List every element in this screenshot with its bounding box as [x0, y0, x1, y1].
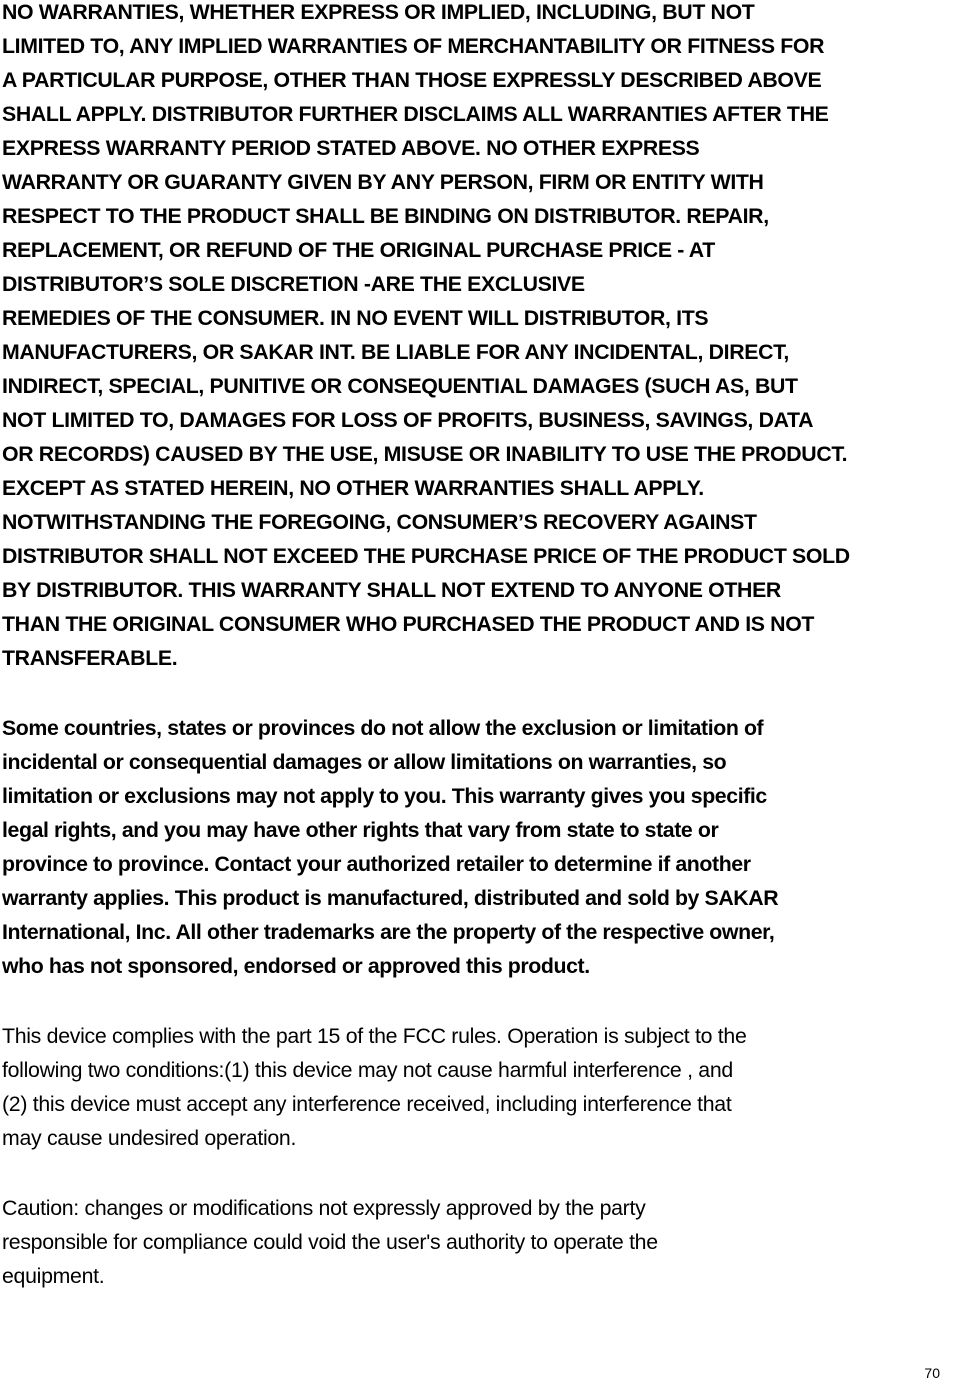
paragraph-line: REPLACEMENT, OR REFUND OF THE ORIGINAL PURCHASE PRICE - AT	[2, 238, 715, 262]
paragraph-line: NOTWITHSTANDING THE FOREGOING, CONSUMER’S RECOVERY AGAINST	[2, 510, 757, 534]
paragraph-line: NO WARRANTIES, WHETHER EXPRESS OR IMPLIED, INCLUDING, BUT NOT	[2, 0, 755, 24]
paragraph-line: LIMITED TO, ANY IMPLIED WARRANTIES OF MERCHANTABILITY OR FITNESS FOR	[2, 34, 825, 58]
paragraph-line: REMEDIES OF THE CONSUMER. IN NO EVENT WILL DISTRIBUTOR, ITS	[2, 306, 709, 330]
paragraph-line: province to province. Contact your authorized retailer to determine if another	[2, 852, 751, 876]
paragraph-line: limitation or exclusions may not apply to you. This warranty gives you specific	[2, 784, 767, 808]
paragraph-line: responsible for compliance could void the user's authority to operate the	[2, 1230, 658, 1254]
paragraph-line: WARRANTY OR GUARANTY GIVEN BY ANY PERSON, FIRM OR ENTITY WITH	[2, 170, 764, 194]
paragraph-line: SHALL APPLY. DISTRIBUTOR FURTHER DISCLAIMS ALL WARRANTIES AFTER THE	[2, 102, 829, 126]
paragraph-line: EXPRESS WARRANTY PERIOD STATED ABOVE. NO OTHER EXPRESS	[2, 136, 700, 160]
paragraph-line: who has not sponsored, endorsed or approved this product.	[2, 954, 590, 978]
paragraph-line: DISTRIBUTOR’S SOLE DISCRETION -ARE THE EXCLUSIVE	[2, 272, 585, 296]
paragraph-line: following two conditions:(1) this device may not cause harmful interference , and	[2, 1058, 733, 1082]
paragraph-line: legal rights, and you may have other rights that vary from state to state or	[2, 818, 719, 842]
paragraph-line: RESPECT TO THE PRODUCT SHALL BE BINDING ON DISTRIBUTOR. REPAIR,	[2, 204, 769, 228]
paragraph-line: TRANSFERABLE.	[2, 646, 178, 670]
paragraph-line: THAN THE ORIGINAL CONSUMER WHO PURCHASED THE PRODUCT AND IS NOT	[2, 612, 815, 636]
paragraph-line: warranty applies. This product is manufactured, distributed and sold by SAKAR	[2, 886, 779, 910]
paragraph-line: BY DISTRIBUTOR. THIS WARRANTY SHALL NOT EXTEND TO ANYONE OTHER	[2, 578, 781, 602]
paragraph-line: EXCEPT AS STATED HEREIN, NO OTHER WARRANTIES SHALL APPLY.	[2, 476, 704, 500]
paragraph-line: OR RECORDS) CAUSED BY THE USE, MISUSE OR INABILITY TO USE THE PRODUCT.	[2, 442, 848, 466]
paragraph-line: International, Inc. All other trademarks are the property of the respective owner,	[2, 920, 775, 944]
paragraph-line: incidental or consequential damages or allow limitations on warranties, so	[2, 750, 727, 774]
paragraph-line: (2) this device must accept any interference received, including interference that	[2, 1092, 732, 1116]
paragraph-line: A PARTICULAR PURPOSE, OTHER THAN THOSE EXPRESSLY DESCRIBED ABOVE	[2, 68, 822, 92]
paragraph-line: equipment.	[2, 1264, 105, 1288]
page-number: 70	[924, 1365, 940, 1381]
paragraph-line: INDIRECT, SPECIAL, PUNITIVE OR CONSEQUENTIAL DAMAGES (SUCH AS, BUT	[2, 374, 798, 398]
paragraph-line: DISTRIBUTOR SHALL NOT EXCEED THE PURCHASE PRICE OF THE PRODUCT SOLD	[2, 544, 850, 568]
paragraph-line: Caution: changes or modifications not expressly approved by the party	[2, 1196, 646, 1220]
paragraph-line: NOT LIMITED TO, DAMAGES FOR LOSS OF PROFITS, BUSINESS, SAVINGS, DATA	[2, 408, 814, 432]
paragraph-line: MANUFACTURERS, OR SAKAR INT. BE LIABLE FOR ANY INCIDENTAL, DIRECT,	[2, 340, 789, 364]
paragraph-line: may cause undesired operation.	[2, 1126, 297, 1150]
paragraph-line: Some countries, states or provinces do not allow the exclusion or limitation of	[2, 716, 764, 740]
paragraph-line: This device complies with the part 15 of the FCC rules. Operation is subject to the	[2, 1024, 747, 1048]
